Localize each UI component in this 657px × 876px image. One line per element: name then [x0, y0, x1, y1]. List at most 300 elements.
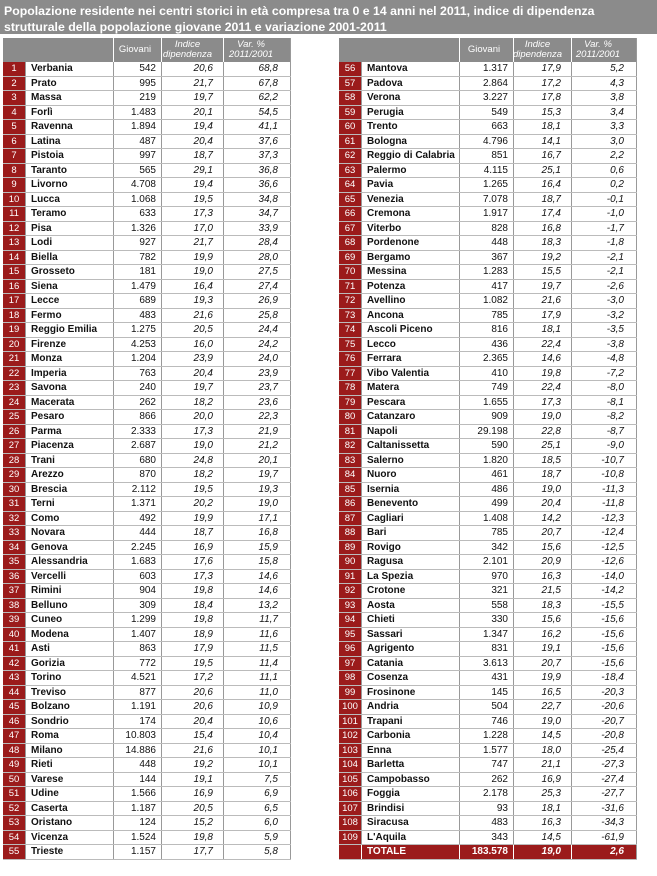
giovani-cell: 1.917 — [459, 207, 513, 221]
rank-cell: 76 — [339, 352, 361, 366]
giovani-cell: 174 — [113, 715, 161, 729]
table-row — [339, 396, 637, 411]
giovani-cell: 1.408 — [459, 512, 513, 526]
var-cell: -11,8 — [571, 497, 637, 511]
giovani-cell: 927 — [113, 236, 161, 250]
total-indice: 19,0 — [513, 845, 571, 859]
giovani-cell: 1.371 — [113, 497, 161, 511]
var-cell: 36,6 — [223, 178, 291, 192]
indice-cell: 21,6 — [161, 309, 223, 323]
giovani-cell: 772 — [113, 657, 161, 671]
giovani-cell: 29.198 — [459, 425, 513, 439]
city-cell: Palermo — [361, 164, 459, 178]
giovani-cell: 499 — [459, 497, 513, 511]
giovani-cell: 343 — [459, 831, 513, 845]
table-row — [339, 657, 637, 672]
table-row — [3, 526, 291, 541]
giovani-cell: 487 — [113, 135, 161, 149]
var-cell: 34,8 — [223, 193, 291, 207]
var-cell: 0,6 — [571, 164, 637, 178]
city-cell: Chieti — [361, 613, 459, 627]
indice-cell: 15,6 — [513, 613, 571, 627]
rank-cell: 92 — [339, 584, 361, 598]
var-cell: -14,2 — [571, 584, 637, 598]
city-cell: Vicenza — [25, 831, 113, 845]
indice-cell: 21,7 — [161, 236, 223, 250]
city-cell: Firenze — [25, 338, 113, 352]
var-cell: 6,5 — [223, 802, 291, 816]
indice-cell: 15,5 — [513, 265, 571, 279]
city-cell: Imperia — [25, 367, 113, 381]
table-row — [3, 439, 291, 454]
city-cell: Catanzaro — [361, 410, 459, 424]
giovani-cell: 144 — [113, 773, 161, 787]
giovani-cell: 785 — [459, 526, 513, 540]
var-cell: -15,5 — [571, 599, 637, 613]
giovani-cell: 1.082 — [459, 294, 513, 308]
indice-cell: 17,3 — [161, 207, 223, 221]
var-cell: -15,6 — [571, 613, 637, 627]
rank-cell: 98 — [339, 671, 361, 685]
rank-cell: 90 — [339, 555, 361, 569]
rank-cell: 39 — [3, 613, 25, 627]
giovani-cell: 904 — [113, 584, 161, 598]
indice-cell: 19,4 — [161, 178, 223, 192]
table-row — [339, 802, 637, 817]
city-cell: Venezia — [361, 193, 459, 207]
city-cell: Ancona — [361, 309, 459, 323]
table-row — [3, 657, 291, 672]
table-row — [339, 338, 637, 353]
rank-cell: 101 — [339, 715, 361, 729]
indice-cell: 16,5 — [513, 686, 571, 700]
giovani-cell: 1.407 — [113, 628, 161, 642]
indice-cell: 19,0 — [161, 265, 223, 279]
indice-cell: 19,8 — [161, 613, 223, 627]
city-cell: Udine — [25, 787, 113, 801]
indice-cell: 20,4 — [161, 135, 223, 149]
table-row — [339, 439, 637, 454]
city-cell: Napoli — [361, 425, 459, 439]
table-row — [3, 280, 291, 295]
table-row — [339, 323, 637, 338]
var-cell: -27,7 — [571, 787, 637, 801]
city-cell: Terni — [25, 497, 113, 511]
indice-cell: 15,6 — [513, 541, 571, 555]
rank-cell: 107 — [339, 802, 361, 816]
page-title: Popolazione residente nei centri storici in età compresa tra 0 e 14 anni nel 2011, indice di dipendenza strutturale della popolazione giovane 2011 e variazione 2001-2011 — [0, 0, 657, 34]
giovani-cell: 7.078 — [459, 193, 513, 207]
table-row — [339, 149, 637, 164]
indice-cell: 17,6 — [161, 555, 223, 569]
indice-cell: 16,7 — [513, 149, 571, 163]
rank-cell: 56 — [339, 62, 361, 76]
rank-cell: 28 — [3, 454, 25, 468]
table-row — [3, 802, 291, 817]
indice-cell: 19,1 — [513, 642, 571, 656]
total-var: 2,6 — [571, 845, 637, 859]
city-cell: Rovigo — [361, 541, 459, 555]
giovani-cell: 1.820 — [459, 454, 513, 468]
city-cell: Caltanissetta — [361, 439, 459, 453]
rank-cell: 36 — [3, 570, 25, 584]
table-row — [3, 512, 291, 527]
city-cell: Bologna — [361, 135, 459, 149]
giovani-cell: 1.265 — [459, 178, 513, 192]
city-cell: Trani — [25, 454, 113, 468]
city-cell: Ragusa — [361, 555, 459, 569]
rank-cell: 54 — [3, 831, 25, 845]
giovani-cell: 367 — [459, 251, 513, 265]
city-cell: Forlì — [25, 106, 113, 120]
table-row — [3, 251, 291, 266]
var-cell: -34,3 — [571, 816, 637, 830]
indice-cell: 14,5 — [513, 729, 571, 743]
var-cell: -7,2 — [571, 367, 637, 381]
giovani-cell: 486 — [459, 483, 513, 497]
var-cell: -11,3 — [571, 483, 637, 497]
giovani-cell: 4.708 — [113, 178, 161, 192]
rank-cell: 10 — [3, 193, 25, 207]
rank-cell: 77 — [339, 367, 361, 381]
var-cell: 3,8 — [571, 91, 637, 105]
giovani-cell: 1.577 — [459, 744, 513, 758]
rank-cell: 1 — [3, 62, 25, 76]
rank-cell: 43 — [3, 671, 25, 685]
rank-cell: 108 — [339, 816, 361, 830]
city-cell: Como — [25, 512, 113, 526]
indice-cell: 25,1 — [513, 164, 571, 178]
indice-cell: 17,9 — [513, 62, 571, 76]
rank-cell: 26 — [3, 425, 25, 439]
rank-cell: 88 — [339, 526, 361, 540]
var-cell: -9,0 — [571, 439, 637, 453]
var-cell: 5,2 — [571, 62, 637, 76]
indice-cell: 20,6 — [161, 686, 223, 700]
city-cell: Foggia — [361, 787, 459, 801]
city-cell: Torino — [25, 671, 113, 685]
rank-cell: 75 — [339, 338, 361, 352]
indice-cell: 19,0 — [161, 439, 223, 453]
indice-cell: 18,1 — [513, 323, 571, 337]
var-cell: 36,8 — [223, 164, 291, 178]
rank-cell: 80 — [339, 410, 361, 424]
indice-cell: 20,7 — [513, 526, 571, 540]
city-cell: Pistoia — [25, 149, 113, 163]
table-row — [339, 251, 637, 266]
giovani-cell: 124 — [113, 816, 161, 830]
indice-cell: 17,7 — [161, 845, 223, 859]
indice-cell: 19,9 — [513, 671, 571, 685]
rank-cell: 68 — [339, 236, 361, 250]
giovani-cell: 436 — [459, 338, 513, 352]
var-cell: 24,2 — [223, 338, 291, 352]
city-cell: Isernia — [361, 483, 459, 497]
indice-cell: 23,9 — [161, 352, 223, 366]
rank-cell: 94 — [339, 613, 361, 627]
table-row — [339, 410, 637, 425]
city-cell: Pescara — [361, 396, 459, 410]
rank-cell: 7 — [3, 149, 25, 163]
rank-cell: 49 — [3, 758, 25, 772]
rank-cell: 73 — [339, 309, 361, 323]
giovani-cell: 262 — [459, 773, 513, 787]
giovani-cell: 1.655 — [459, 396, 513, 410]
indice-cell: 20,5 — [161, 323, 223, 337]
var-cell: -27,3 — [571, 758, 637, 772]
indice-cell: 19,9 — [161, 251, 223, 265]
table-row — [3, 584, 291, 599]
var-cell: -3,8 — [571, 338, 637, 352]
rank-cell: 87 — [339, 512, 361, 526]
rank-cell: 65 — [339, 193, 361, 207]
var-cell: 16,8 — [223, 526, 291, 540]
var-cell: 15,9 — [223, 541, 291, 555]
city-cell: Trieste — [25, 845, 113, 859]
var-cell: -10,7 — [571, 454, 637, 468]
city-cell: Arezzo — [25, 468, 113, 482]
city-cell: Macerata — [25, 396, 113, 410]
var-cell: -20,7 — [571, 715, 637, 729]
city-cell: Agrigento — [361, 642, 459, 656]
city-cell: Ferrara — [361, 352, 459, 366]
table-row — [339, 715, 637, 730]
table-row — [339, 367, 637, 382]
rank-cell: 51 — [3, 787, 25, 801]
giovani-cell: 1.683 — [113, 555, 161, 569]
table-row — [3, 149, 291, 164]
giovani-cell: 2.365 — [459, 352, 513, 366]
indice-cell: 19,1 — [161, 773, 223, 787]
rank-cell: 46 — [3, 715, 25, 729]
giovani-cell: 10.803 — [113, 729, 161, 743]
var-cell: -12,5 — [571, 541, 637, 555]
city-cell: Benevento — [361, 497, 459, 511]
giovani-cell: 1.187 — [113, 802, 161, 816]
var-cell: 25,8 — [223, 309, 291, 323]
rank-cell: 44 — [3, 686, 25, 700]
city-cell: Verona — [361, 91, 459, 105]
giovani-cell: 321 — [459, 584, 513, 598]
indice-cell: 20,4 — [513, 497, 571, 511]
var-cell: -20,6 — [571, 700, 637, 714]
city-cell: Asti — [25, 642, 113, 656]
var-cell: -1,7 — [571, 222, 637, 236]
var-cell: 10,9 — [223, 700, 291, 714]
giovani-cell: 1.347 — [459, 628, 513, 642]
indice-cell: 17,3 — [161, 425, 223, 439]
indice-cell: 19,9 — [161, 512, 223, 526]
indice-cell: 21,6 — [161, 744, 223, 758]
indice-cell: 18,3 — [513, 599, 571, 613]
giovani-cell: 1.283 — [459, 265, 513, 279]
indice-cell: 18,7 — [161, 149, 223, 163]
header-giovani: Giovani — [113, 38, 161, 62]
var-cell: -14,0 — [571, 570, 637, 584]
giovani-cell: 603 — [113, 570, 161, 584]
city-cell: Trapani — [361, 715, 459, 729]
indice-cell: 20,2 — [161, 497, 223, 511]
table-row — [3, 816, 291, 831]
rank-cell: 37 — [3, 584, 25, 598]
rank-cell: 104 — [339, 758, 361, 772]
giovani-cell: 3.613 — [459, 657, 513, 671]
giovani-cell: 816 — [459, 323, 513, 337]
giovani-cell: 746 — [459, 715, 513, 729]
table-row — [3, 207, 291, 222]
indice-cell: 17,9 — [513, 309, 571, 323]
indice-cell: 14,2 — [513, 512, 571, 526]
table-row — [3, 628, 291, 643]
city-cell: Matera — [361, 381, 459, 395]
giovani-cell: 851 — [459, 149, 513, 163]
var-cell: 67,8 — [223, 77, 291, 91]
giovani-cell: 145 — [459, 686, 513, 700]
giovani-cell: 785 — [459, 309, 513, 323]
city-cell: Avellino — [361, 294, 459, 308]
giovani-cell: 689 — [113, 294, 161, 308]
indice-cell: 29,1 — [161, 164, 223, 178]
table-row — [3, 497, 291, 512]
table-row — [339, 120, 637, 135]
rank-cell: 32 — [3, 512, 25, 526]
rank-cell: 81 — [339, 425, 361, 439]
indice-cell: 20,7 — [513, 657, 571, 671]
indice-cell: 17,3 — [161, 570, 223, 584]
rank-cell: 22 — [3, 367, 25, 381]
table-row — [3, 352, 291, 367]
giovani-cell: 93 — [459, 802, 513, 816]
table-row — [339, 381, 637, 396]
table-row — [3, 831, 291, 846]
var-cell: 26,9 — [223, 294, 291, 308]
giovani-cell: 1.068 — [113, 193, 161, 207]
giovani-cell: 342 — [459, 541, 513, 555]
giovani-cell: 2.112 — [113, 483, 161, 497]
city-cell: Cremona — [361, 207, 459, 221]
var-cell: 34,7 — [223, 207, 291, 221]
var-cell: -10,8 — [571, 468, 637, 482]
rank-cell: 86 — [339, 497, 361, 511]
rank-cell: 9 — [3, 178, 25, 192]
table-row — [339, 555, 637, 570]
city-cell: Varese — [25, 773, 113, 787]
table-row — [3, 468, 291, 483]
var-cell: -4,8 — [571, 352, 637, 366]
var-cell: -15,6 — [571, 642, 637, 656]
giovani-cell: 2.864 — [459, 77, 513, 91]
indice-cell: 16,3 — [513, 816, 571, 830]
table-row — [3, 686, 291, 701]
var-cell: -15,6 — [571, 657, 637, 671]
var-cell: -25,4 — [571, 744, 637, 758]
var-cell: -12,3 — [571, 512, 637, 526]
city-cell: Ravenna — [25, 120, 113, 134]
rank-cell: 23 — [3, 381, 25, 395]
city-cell: Latina — [25, 135, 113, 149]
table-row — [339, 468, 637, 483]
giovani-cell: 542 — [113, 62, 161, 76]
giovani-cell: 262 — [113, 396, 161, 410]
city-cell: Oristano — [25, 816, 113, 830]
rank-cell: 30 — [3, 483, 25, 497]
city-cell: Alessandria — [25, 555, 113, 569]
indice-cell: 16,4 — [161, 280, 223, 294]
giovani-cell: 448 — [459, 236, 513, 250]
var-cell: -2,1 — [571, 251, 637, 265]
indice-cell: 19,3 — [161, 294, 223, 308]
city-cell: Novara — [25, 526, 113, 540]
table-row — [3, 671, 291, 686]
var-cell: -15,6 — [571, 628, 637, 642]
var-cell: 10,4 — [223, 729, 291, 743]
city-cell: Mantova — [361, 62, 459, 76]
city-cell: Sassari — [361, 628, 459, 642]
rank-cell: 60 — [339, 120, 361, 134]
table-row — [339, 831, 637, 846]
var-cell: 23,7 — [223, 381, 291, 395]
city-cell: Enna — [361, 744, 459, 758]
city-cell: Campobasso — [361, 773, 459, 787]
rank-cell: 85 — [339, 483, 361, 497]
giovani-cell: 970 — [459, 570, 513, 584]
city-cell: Lodi — [25, 236, 113, 250]
var-cell: 28,0 — [223, 251, 291, 265]
city-cell: Modena — [25, 628, 113, 642]
city-cell: Brescia — [25, 483, 113, 497]
table-row — [3, 62, 291, 77]
table-row — [3, 396, 291, 411]
indice-cell: 18,4 — [161, 599, 223, 613]
table-row — [3, 91, 291, 106]
giovani-cell: 997 — [113, 149, 161, 163]
city-cell: Rieti — [25, 758, 113, 772]
table-row — [339, 744, 637, 759]
table-row — [3, 599, 291, 614]
rank-cell: 33 — [3, 526, 25, 540]
table-row — [339, 164, 637, 179]
indice-cell: 14,5 — [513, 831, 571, 845]
rank-cell: 20 — [3, 338, 25, 352]
table-row — [3, 164, 291, 179]
city-cell: Catania — [361, 657, 459, 671]
rank-cell: 57 — [339, 77, 361, 91]
table-row — [3, 265, 291, 280]
table-row — [3, 106, 291, 121]
table-row — [3, 454, 291, 469]
city-cell: Siena — [25, 280, 113, 294]
rank-cell: 62 — [339, 149, 361, 163]
city-cell: Grosseto — [25, 265, 113, 279]
var-cell: 4,3 — [571, 77, 637, 91]
city-cell: Salerno — [361, 454, 459, 468]
rank-cell: 97 — [339, 657, 361, 671]
var-cell: -20,3 — [571, 686, 637, 700]
indice-cell: 18,1 — [513, 802, 571, 816]
indice-cell: 19,5 — [161, 483, 223, 497]
table-row — [3, 729, 291, 744]
giovani-cell: 417 — [459, 280, 513, 294]
rank-cell: 42 — [3, 657, 25, 671]
var-cell: -27,4 — [571, 773, 637, 787]
giovani-cell: 1.299 — [113, 613, 161, 627]
rank-cell: 71 — [339, 280, 361, 294]
table-row — [3, 425, 291, 440]
var-cell: -12,4 — [571, 526, 637, 540]
indice-cell: 20,1 — [161, 106, 223, 120]
indice-cell: 21,7 — [161, 77, 223, 91]
rank-cell: 93 — [339, 599, 361, 613]
